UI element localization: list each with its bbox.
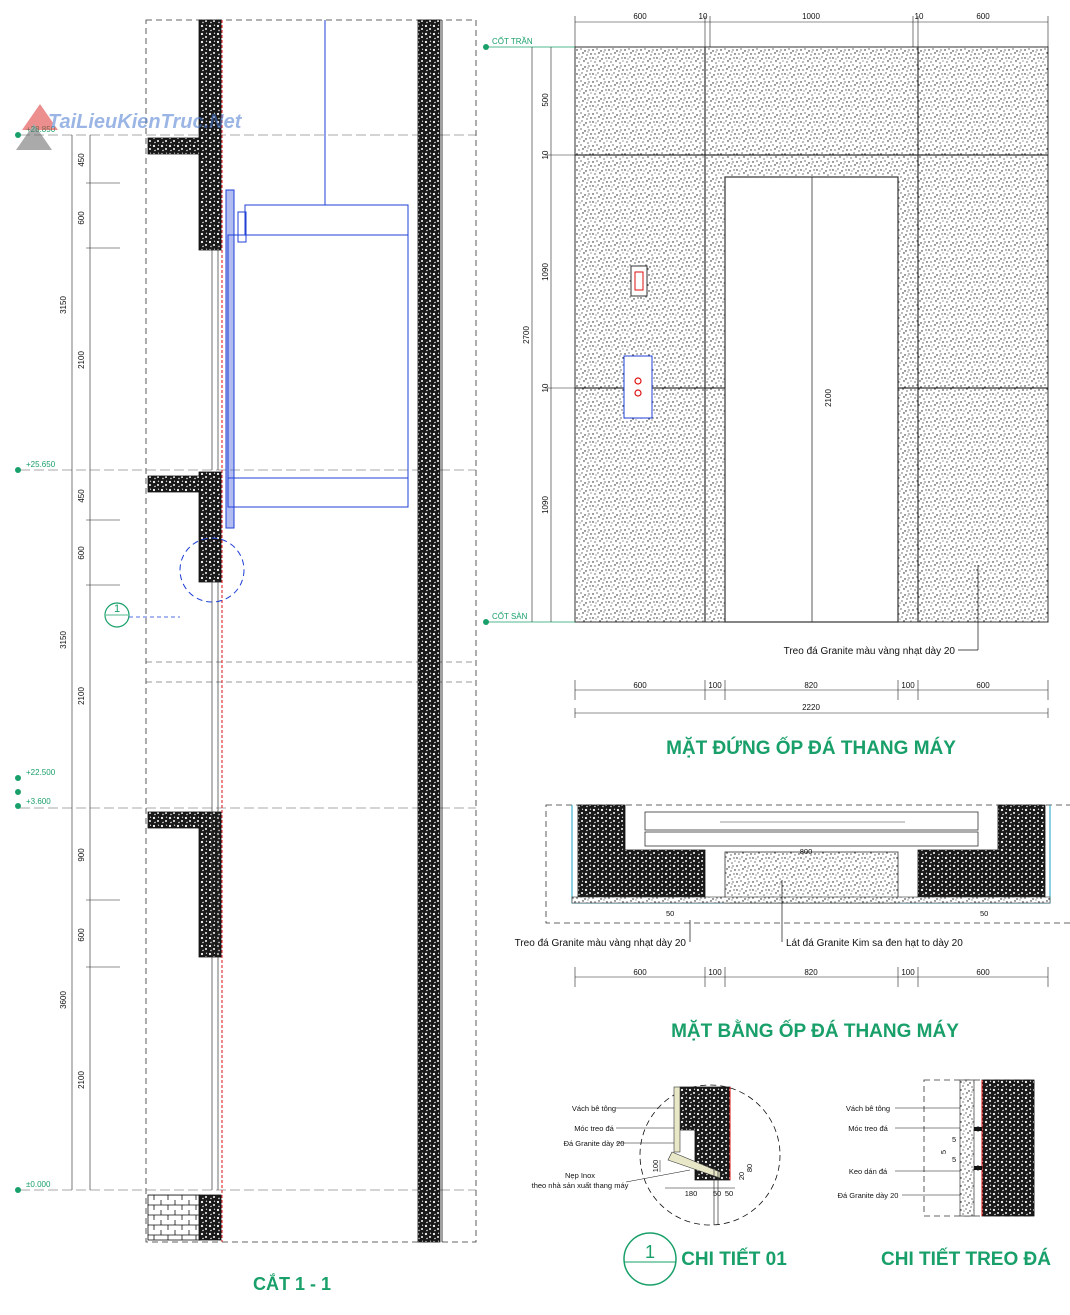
svg-text:±0.000: ±0.000 bbox=[26, 1180, 51, 1189]
svg-text:100: 100 bbox=[651, 1159, 660, 1173]
plan-note-left: Treo đá Granite màu vàng nhạt dày 20 bbox=[514, 938, 686, 949]
svg-text:100: 100 bbox=[901, 681, 915, 690]
hanging-concrete-wall bbox=[982, 1080, 1034, 1216]
dim-label: 600 bbox=[77, 546, 86, 560]
detail-01 bbox=[532, 1085, 788, 1285]
hanging-detail bbox=[838, 1080, 1052, 1270]
svg-text:Đá Granite dày 20: Đá Granite dày 20 bbox=[837, 1191, 899, 1200]
svg-text:600: 600 bbox=[633, 968, 647, 977]
svg-text:80: 80 bbox=[745, 1163, 754, 1173]
svg-text:theo nhà sản xuất thang máy: theo nhà sản xuất thang máy bbox=[531, 1181, 629, 1190]
svg-text:1: 1 bbox=[644, 1242, 656, 1262]
elevation-note: Treo đá Granite màu vàng nhạt dày 20 bbox=[783, 646, 955, 657]
elevation-view bbox=[483, 12, 1048, 759]
dim-label: 450 bbox=[77, 153, 86, 167]
svg-text:5: 5 bbox=[939, 1149, 948, 1155]
plan-view bbox=[515, 805, 1070, 1042]
dim-label: 600 bbox=[77, 211, 86, 225]
svg-text:100: 100 bbox=[708, 681, 722, 690]
svg-text:5: 5 bbox=[952, 1155, 957, 1164]
hanging-granite bbox=[960, 1080, 974, 1216]
dim-label: 3600 bbox=[59, 991, 68, 1009]
svg-text:600: 600 bbox=[633, 12, 647, 21]
callout-number: 1 bbox=[113, 603, 121, 615]
plan-note-right: Lát đá Granite Kim sa đen hạt to dày 20 bbox=[786, 938, 963, 949]
svg-text:50: 50 bbox=[980, 909, 989, 918]
svg-text:10: 10 bbox=[914, 12, 924, 21]
svg-text:2700: 2700 bbox=[522, 326, 531, 344]
svg-text:Keo dán đá: Keo dán đá bbox=[848, 1167, 888, 1176]
svg-text:1090: 1090 bbox=[541, 496, 550, 514]
svg-text:100: 100 bbox=[901, 968, 915, 977]
svg-text:600: 600 bbox=[976, 12, 990, 21]
svg-text:Nẹp Inox: Nẹp Inox bbox=[564, 1171, 596, 1180]
elevation-title: MẶT ĐỨNG ỐP ĐÁ THANG MÁY bbox=[666, 738, 956, 759]
svg-text:1090: 1090 bbox=[541, 263, 550, 281]
elevator-door bbox=[725, 177, 898, 622]
svg-text:1000: 1000 bbox=[802, 12, 820, 21]
floor-stone bbox=[725, 852, 898, 903]
svg-text:800: 800 bbox=[799, 847, 813, 856]
level-markers bbox=[15, 125, 56, 1193]
svg-text:10: 10 bbox=[698, 12, 708, 21]
svg-text:500: 500 bbox=[541, 93, 550, 107]
svg-text:50: 50 bbox=[712, 1189, 722, 1198]
svg-text:600: 600 bbox=[976, 968, 990, 977]
svg-text:5: 5 bbox=[952, 1135, 957, 1144]
section-title: CẮT 1 - 1 bbox=[252, 1274, 332, 1294]
svg-text:TaiLieuKienTruc.Net: TaiLieuKienTruc.Net bbox=[48, 111, 242, 133]
svg-text:820: 820 bbox=[804, 968, 818, 977]
call-button-panel bbox=[624, 356, 652, 418]
dim-label: 3150 bbox=[59, 296, 68, 314]
svg-text:180: 180 bbox=[684, 1189, 698, 1198]
door-track bbox=[645, 812, 978, 830]
dim-label: 2100 bbox=[77, 1071, 86, 1089]
svg-text:50: 50 bbox=[666, 909, 675, 918]
svg-text:50: 50 bbox=[724, 1189, 734, 1198]
section-dimensions bbox=[72, 135, 120, 1190]
dim-label: 900 bbox=[77, 848, 86, 862]
svg-text:100: 100 bbox=[708, 968, 722, 977]
svg-text:820: 820 bbox=[804, 681, 818, 690]
svg-text:600: 600 bbox=[633, 681, 647, 690]
dim-label: 2100 bbox=[77, 351, 86, 369]
svg-text:10: 10 bbox=[541, 150, 550, 160]
svg-text:10: 10 bbox=[541, 383, 550, 393]
svg-text:2220: 2220 bbox=[802, 703, 820, 712]
plan-title: MẶT BẰNG ỐP ĐÁ THANG MÁY bbox=[671, 1021, 959, 1042]
elevator-cabin bbox=[226, 20, 408, 528]
svg-text:+3.600: +3.600 bbox=[26, 797, 51, 806]
svg-text:2100: 2100 bbox=[824, 389, 833, 407]
svg-text:+25.650: +25.650 bbox=[26, 460, 56, 469]
svg-text:+22.500: +22.500 bbox=[26, 768, 56, 777]
dim-label: 600 bbox=[77, 928, 86, 942]
wall-column bbox=[199, 20, 221, 250]
svg-text:20: 20 bbox=[737, 1171, 746, 1181]
hanging-title: CHI TIẾT TREO ĐÁ bbox=[881, 1249, 1051, 1270]
svg-text:Vách bê tông: Vách bê tông bbox=[845, 1104, 891, 1113]
svg-text:20: 20 bbox=[689, 1117, 698, 1126]
svg-text:600: 600 bbox=[976, 681, 990, 690]
section-view bbox=[15, 20, 476, 1294]
svg-text:Móc treo đá: Móc treo đá bbox=[574, 1124, 614, 1133]
svg-text:Móc treo đá: Móc treo đá bbox=[848, 1124, 888, 1133]
elevation-left-dimensions bbox=[532, 47, 575, 622]
detail-granite bbox=[674, 1087, 680, 1152]
svg-text:Đá Granite dày 20: Đá Granite dày 20 bbox=[563, 1139, 625, 1148]
ceiling-level-label: CỐT TRẦN bbox=[492, 37, 533, 46]
dim-label: 3150 bbox=[59, 631, 68, 649]
svg-text:Vách bê tông: Vách bê tông bbox=[571, 1104, 617, 1113]
dim-label: 450 bbox=[77, 489, 86, 503]
dim-label: 2100 bbox=[77, 687, 86, 705]
floor-indicator bbox=[631, 266, 647, 296]
floor-level-label: CỐT SÀN bbox=[492, 612, 528, 621]
shaft-wall bbox=[418, 20, 440, 1242]
detail01-title: CHI TIẾT 01 bbox=[681, 1249, 787, 1270]
